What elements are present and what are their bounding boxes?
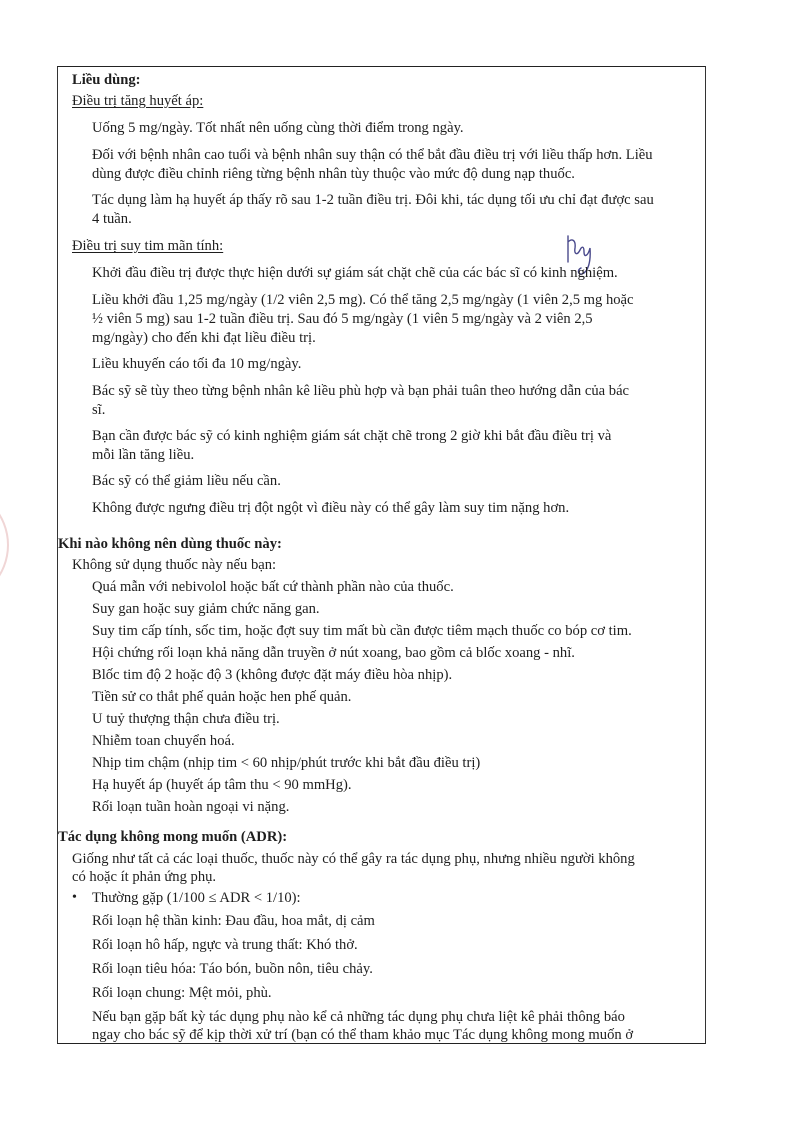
list-item: Rối loạn hô hấp, ngực và trung thất: Khó thở. [92, 937, 358, 953]
text-line: Khởi đầu điều trị được thực hiện dưới sự giám sát chặt chẽ của các bác sĩ có kinh nghiệm. [92, 265, 618, 281]
text-line: Bạn cần được bác sỹ có kinh nghiệm giám sát chặt chẽ trong 2 giờ khi bắt đầu điều trị và [92, 428, 612, 444]
list-item: U tuỷ thượng thận chưa điều trị. [92, 711, 280, 727]
text-line: Đối với bệnh nhân cao tuổi và bệnh nhân suy thận có thể bắt đầu điều trị với liều thấp hơn. Liều [92, 147, 653, 163]
text-line: có hoặc ít phản ứng phụ. [72, 869, 217, 885]
text-line: Uống 5 mg/ngày. Tốt nhất nên uống cùng thời điểm trong ngày. [92, 120, 464, 136]
list-item: Hạ huyết áp (huyết áp tâm thu < 90 mmHg). [92, 777, 352, 793]
text-line: Bác sỹ sẽ tùy theo từng bệnh nhân kê liều phù hợp và bạn phải tuân theo hướng dẫn của bác [92, 383, 630, 399]
text-line: Liều khuyến cáo tối đa 10 mg/ngày. [92, 356, 302, 372]
subheading-hypertension: Điều trị tăng huyết áp: [72, 93, 204, 109]
list-item: Rối loạn chung: Mệt mỏi, phù. [92, 985, 272, 1001]
list-item: Rối loạn hệ thần kinh: Đau đầu, hoa mắt, dị cảm [92, 913, 375, 929]
bullet-marker: • [72, 890, 77, 905]
text-line: Tác dụng làm hạ huyết áp thấy rõ sau 1-2 tuần điều trị. Đôi khi, tác dụng tối ưu chỉ đạt được sau [92, 192, 654, 208]
list-item: Quá mẫn với nebivolol hoặc bất cứ thành phần nào của thuốc. [92, 579, 454, 595]
text-line: sĩ. [92, 402, 106, 418]
text-line: mg/ngày) cho đến khi đạt liều điều trị. [92, 330, 316, 346]
text-line: ngay cho bác sỹ để kịp thời xử trí (bạn có thể tham khảo mục Tác dụng không mong muốn ở [92, 1027, 634, 1043]
list-item: Nhiễm toan chuyển hoá. [92, 733, 235, 749]
list-item: Blốc tim độ 2 hoặc độ 3 (không được đặt máy điều hòa nhịp). [92, 667, 453, 683]
subheading-heart-failure: Điều trị suy tim mãn tính: [72, 238, 224, 254]
list-item: Tiền sử co thắt phế quản hoặc hen phế quản. [92, 689, 352, 705]
list-item: Suy gan hoặc suy giảm chức năng gan. [92, 601, 320, 617]
text-line: Bác sỹ có thể giảm liều nếu cần. [92, 473, 281, 489]
text-line: ½ viên 5 mg) sau 1-2 tuần điều trị. Sau đó 5 mg/ngày (1 viên 5 mg/ngày và 2 viên 2,5 [92, 311, 593, 327]
text-line: Không sử dụng thuốc này nếu bạn: [72, 557, 277, 573]
text-line: Không được ngưng điều trị đột ngột vì điều này có thể gây làm suy tim nặng hơn. [92, 500, 570, 516]
list-item: Rối loạn tiêu hóa: Táo bón, buồn nôn, tiêu chảy. [92, 961, 373, 977]
heading-adverse-reactions: Tác dụng không mong muốn (ADR): [58, 829, 288, 845]
list-item-common: Thường gặp (1/100 ≤ ADR < 1/10): [92, 890, 301, 906]
heading-dosage: Liều dùng: [72, 72, 141, 88]
list-item: Suy tim cấp tính, sốc tim, hoặc đợt suy tim mất bù cần được tiêm mạch thuốc co bóp cơ tim. [92, 623, 632, 639]
list-item: Nhịp tim chậm (nhịp tim < 60 nhịp/phút trước khi bắt đầu điều trị) [92, 755, 481, 771]
stamp-mark [0, 480, 30, 610]
text-line: Liều khởi đầu 1,25 mg/ngày (1/2 viên 2,5 mg). Có thể tăng 2,5 mg/ngày (1 viên 2,5 mg hoặc [92, 292, 634, 308]
heading-contraindications: Khi nào không nên dùng thuốc này: [58, 536, 282, 552]
text-line: dùng được điều chỉnh riêng từng bệnh nhân tùy thuộc vào mức độ dung nạp thuốc. [92, 166, 575, 182]
text-line: mỗi lần tăng liều. [92, 447, 195, 463]
text-line: Giống như tất cả các loại thuốc, thuốc này có thể gây ra tác dụng phụ, nhưng nhiều người không [72, 851, 635, 867]
text-line: 4 tuần. [92, 211, 132, 227]
text-line: Nếu bạn gặp bất kỳ tác dụng phụ nào kể cả những tác dụng phụ chưa liệt kê phải thông báo [92, 1009, 625, 1025]
list-item: Hội chứng rối loạn khả năng dẫn truyền ở nút xoang, bao gồm cả blốc xoang - nhĩ. [92, 645, 575, 661]
list-item: Rối loạn tuần hoàn ngoại vi nặng. [92, 799, 290, 815]
